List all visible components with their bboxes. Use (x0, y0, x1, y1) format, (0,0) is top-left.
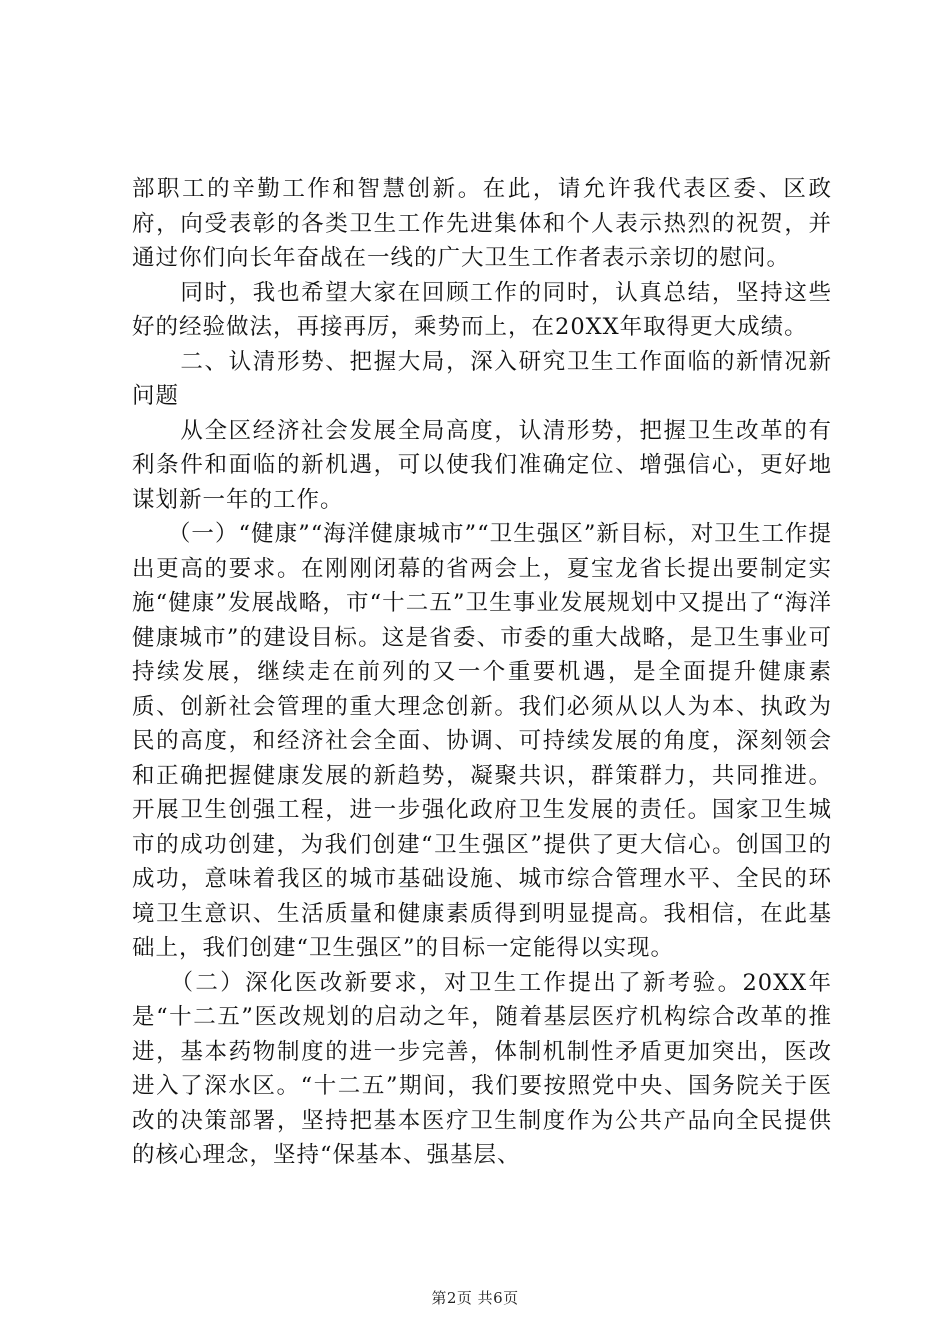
paragraph-5: （二）深化医改新要求，对卫生工作提出了新考验。20XX年是“十二五”医改规划的启动之年，随着基层医疗机构综合改革的推进，基本药物制度的进一步完善，体制机制性矛盾更加突出，医改进入了深水区。“十二五”期间，我们要按照党中央、国务院关于医改的决策部署，坚持把基本医疗卫生制度作为公共产品向全民提供的核心理念，坚持“保基本、强基层、 (132, 969, 832, 1168)
document-body (132, 172, 832, 1173)
paragraph-3: 从全区经济社会发展全局高度，认清形势，把握卫生改革的有利条件和面临的新机遇，可以使我们准确定位、增强信心，更好地谋划新一年的工作。 (132, 417, 832, 513)
section-heading: 二、认清形势、把握大局，深入研究卫生工作面临的新情况新问题 (132, 348, 832, 409)
paragraph-1: 部职工的辛勤工作和智慧创新。在此，请允许我代表区委、区政府，向受表彰的各类卫生工作先进集体和个人表示热烈的祝贺，并通过你们向长年奋战在一线的广大卫生工作者表示亲切的慰问。 (132, 176, 832, 271)
paragraph-2: 同时，我也希望大家在回顾工作的同时，认真总结，坚持这些好的经验做法，再接再厉，乘势而上，在20XX年取得更大成绩。 (132, 279, 832, 340)
page-footer: 第2页 共6页 (431, 1289, 519, 1307)
paragraph-4: （一）“健康”“海洋健康城市”“卫生强区”新目标，对卫生工作提出更高的要求。在刚刚闭幕的省两会上，夏宝龙省长提出要制定实施“健康”发展战略，市“十二五”卫生事业发展规划中又提出了“海洋健康城市”的建设目标。这是省委、市委的重大战略，是卫生事业可持续发展，继续走在前列的又一个重要机遇，是全面提升健康素质、创新社会管理的重大理念创新。我们必须从以人为本、执政为民的高度，和经济社会全面、协调、可持续发展的角度，深刻领会和正确把握健康发展的新趋势，凝聚共识，群策群力，共同推进。开展卫生创强工程，进一步强化政府卫生发展的责任。国家卫生城市的成功创建，为我们创建“卫生强区”提供了更大信心。创国卫的成功，意味着我区的城市基础设施、城市综合管理水平、全民的环境卫生意识、生活质量和健康素质得到明显提高。我相信，在此基础上，我们创建“卫生强区”的目标一定能得以实现。 (132, 521, 832, 961)
